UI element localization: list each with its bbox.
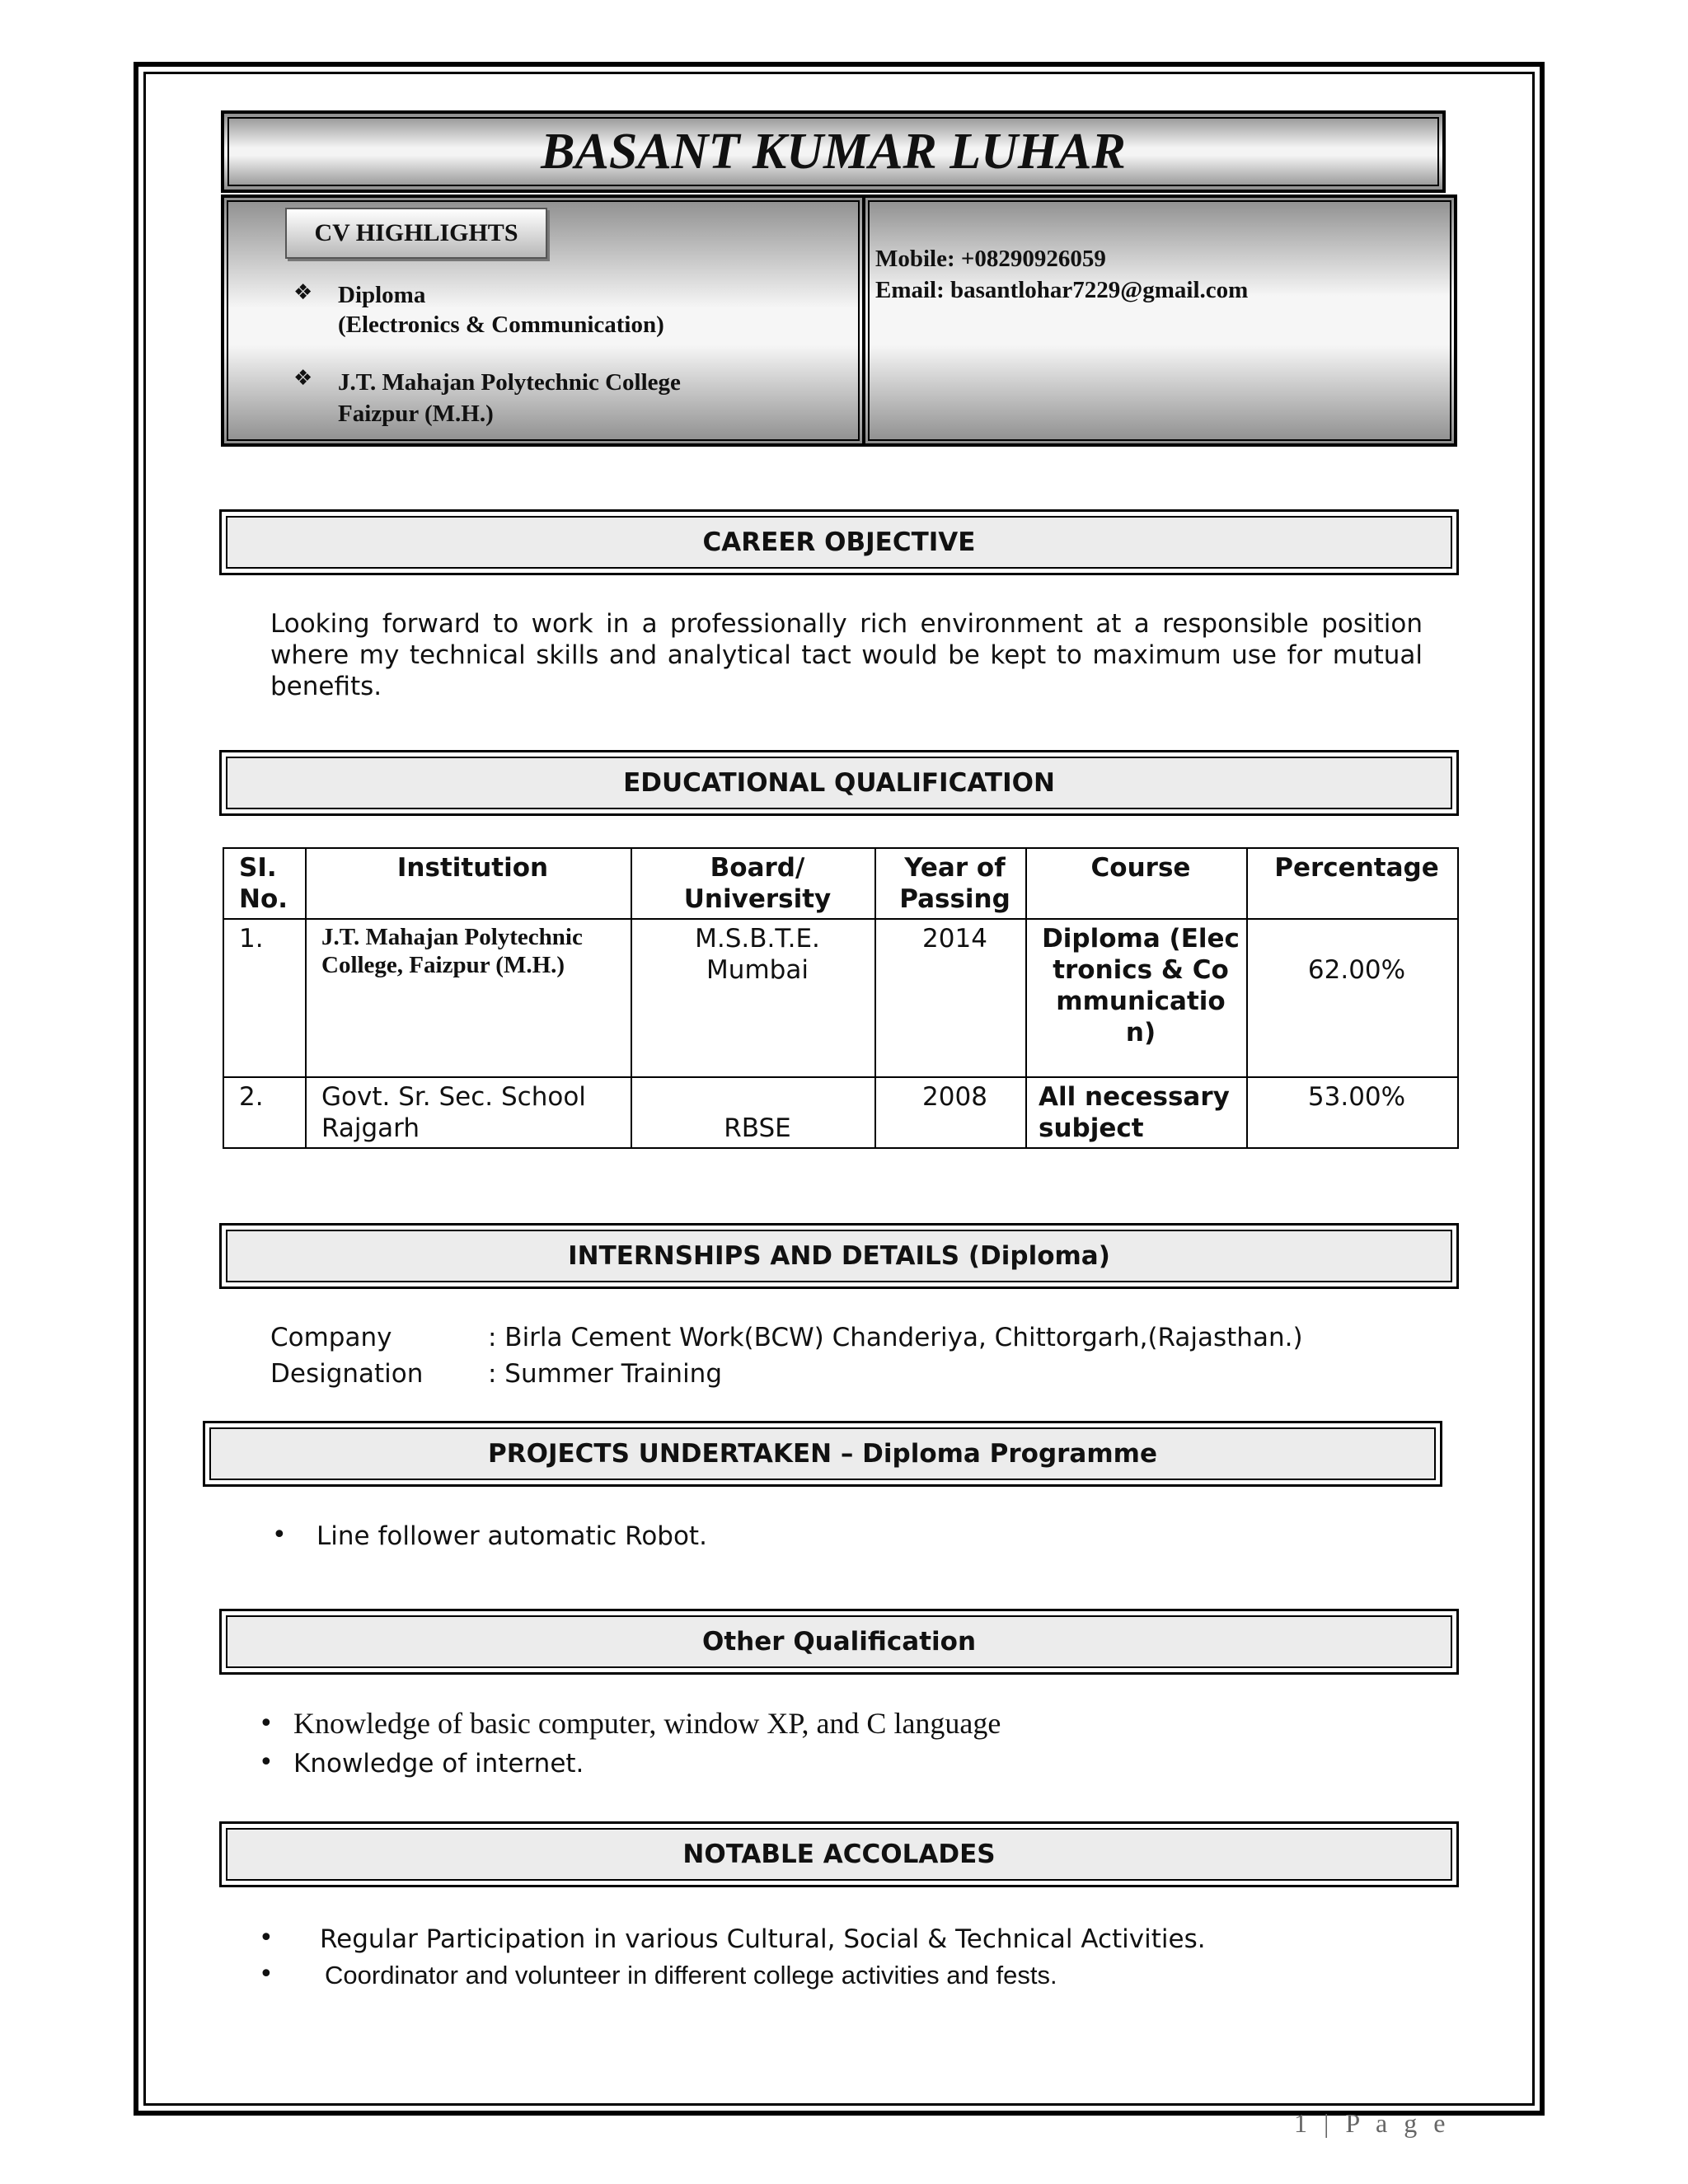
col-header-percentage: Percentage bbox=[1247, 848, 1458, 919]
bullet-icon: • bbox=[259, 1924, 274, 1952]
diamond-bullet-icon: ❖ bbox=[293, 280, 313, 305]
table-row bbox=[223, 919, 1458, 1077]
mobile-number: Mobile: +08290926059 bbox=[875, 246, 1106, 272]
candidate-name: BASANT KUMAR LUHAR bbox=[541, 123, 1126, 180]
accolades-heading bbox=[219, 1821, 1459, 1887]
education-table bbox=[223, 847, 1459, 1149]
other-item-2: Knowledge of internet. bbox=[293, 1749, 584, 1779]
table-row bbox=[223, 1077, 1458, 1148]
highlight-diploma-branch: (Electronics & Communication) bbox=[338, 312, 664, 338]
row2-institution: Govt. Sr. Sec. School Rajgarh bbox=[306, 1077, 631, 1148]
row2-board-line2: RBSE bbox=[724, 1113, 791, 1143]
designation-value: : Summer Training bbox=[488, 1359, 723, 1389]
row1-sno: 1. bbox=[223, 919, 306, 1077]
accolades-title: NOTABLE ACCOLADES bbox=[226, 1828, 1452, 1881]
row2-course: All necessary subject bbox=[1026, 1077, 1247, 1148]
projects-heading bbox=[203, 1421, 1442, 1487]
page-number: 1 | P a g e bbox=[1294, 2108, 1451, 2138]
row1-board-line1: M.S.B.T.E. bbox=[695, 924, 820, 954]
objective-line-3: benefits. bbox=[270, 672, 382, 701]
row1-board bbox=[631, 919, 875, 1077]
cv-highlights-tag: CV HIGHLIGHTS bbox=[285, 208, 547, 259]
highlight-college-location: Faizpur (M.H.) bbox=[338, 401, 494, 427]
education-title: EDUCATIONAL QUALIFICATION bbox=[226, 757, 1452, 809]
other-qualification-title: Other Qualification bbox=[226, 1615, 1452, 1668]
col-header-year: Year of Passing bbox=[875, 848, 1026, 919]
company-label: Company bbox=[270, 1323, 392, 1352]
bullet-icon: • bbox=[259, 1960, 274, 1989]
objective-line-2: where my technical skills and analytical tact would be kept to maximum use for mutual bbox=[270, 640, 1423, 670]
career-objective-title: CAREER OBJECTIVE bbox=[226, 516, 1452, 569]
row2-year: 2008 bbox=[875, 1077, 1026, 1148]
row1-year: 2014 bbox=[875, 919, 1026, 1077]
email-address: Email: basantlohar7229@gmail.com bbox=[875, 277, 1249, 303]
projects-title: PROJECTS UNDERTAKEN – Diploma Programme bbox=[209, 1427, 1436, 1480]
col-header-board: Board/ University bbox=[631, 848, 875, 919]
other-qualification-heading bbox=[219, 1609, 1459, 1675]
project-item-1: Line follower automatic Robot. bbox=[316, 1521, 707, 1551]
row1-institution: J.T. Mahajan Polytechnic College, Faizpur (M.H.) bbox=[306, 919, 631, 1077]
bullet-icon: • bbox=[259, 1748, 274, 1777]
col-header-sno: SI. No. bbox=[223, 848, 306, 919]
highlight-diploma: Diploma bbox=[338, 282, 426, 308]
row1-percentage: 62.00% bbox=[1247, 919, 1458, 1077]
row2-sno: 2. bbox=[223, 1077, 306, 1148]
bullet-icon: • bbox=[272, 1521, 287, 1549]
designation-label: Designation bbox=[270, 1359, 424, 1389]
education-heading bbox=[219, 750, 1459, 816]
contact-box bbox=[862, 194, 1457, 447]
career-objective-heading bbox=[219, 509, 1459, 575]
internships-heading bbox=[219, 1223, 1459, 1289]
table-header-row bbox=[223, 848, 1458, 919]
internships-title: INTERNSHIPS AND DETAILS (Diploma) bbox=[226, 1230, 1452, 1282]
accolade-item-2: Coordinator and volunteer in different college activities and fests. bbox=[325, 1961, 1057, 1990]
accolade-item-1: Regular Participation in various Cultural, Social & Technical Activities. bbox=[320, 1924, 1206, 1954]
col-header-course: Course bbox=[1026, 848, 1247, 919]
col-header-institution: Institution bbox=[306, 848, 631, 919]
row1-board-line2: Mumbai bbox=[706, 955, 809, 985]
highlight-college: J.T. Mahajan Polytechnic College bbox=[338, 369, 681, 396]
row2-percentage: 53.00% bbox=[1247, 1077, 1458, 1148]
other-item-1: Knowledge of basic computer, window XP, and C language bbox=[293, 1707, 1001, 1740]
objective-line-1: Looking forward to work in a professionally rich environment at a responsible position bbox=[270, 609, 1423, 639]
bullet-icon: • bbox=[259, 1709, 274, 1738]
diamond-bullet-icon: ❖ bbox=[293, 366, 313, 391]
row2-board-line1 bbox=[647, 1081, 868, 1113]
name-banner bbox=[221, 110, 1446, 193]
row2-board bbox=[631, 1077, 875, 1148]
row1-course: Diploma (Electronics & Communication) bbox=[1026, 919, 1247, 1077]
company-value: : Birla Cement Work(BCW) Chanderiya, Chittorgarh,(Rajasthan.) bbox=[488, 1323, 1303, 1352]
